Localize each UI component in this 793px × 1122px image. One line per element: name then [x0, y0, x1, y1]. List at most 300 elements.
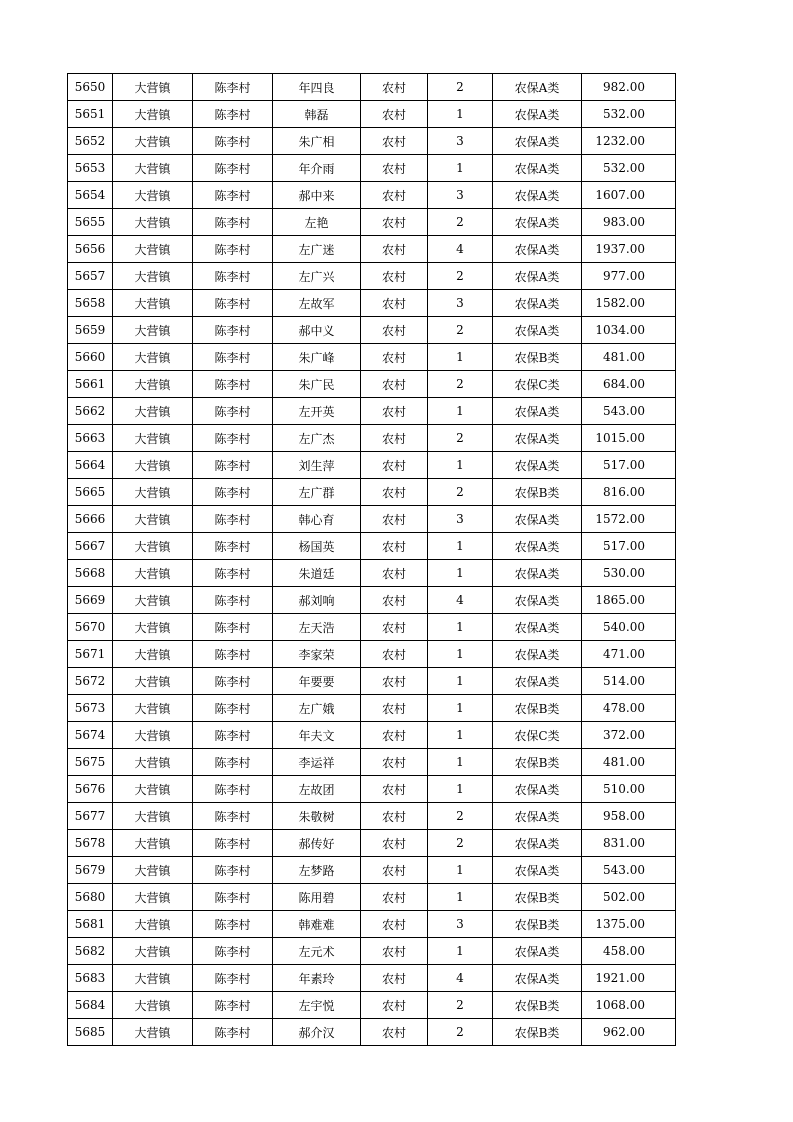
table-row	[68, 587, 676, 614]
row-number: 5679	[68, 857, 113, 884]
table-row	[68, 479, 676, 506]
count-cell: 1	[428, 344, 493, 371]
village-cell: 陈李村	[193, 641, 273, 668]
row-number: 5664	[68, 452, 113, 479]
table-row	[68, 452, 676, 479]
village-cell: 陈李村	[193, 101, 273, 128]
town-cell: 大营镇	[113, 506, 193, 533]
type-cell: 农村	[361, 1019, 428, 1046]
count-cell: 3	[428, 911, 493, 938]
type-cell: 农村	[361, 209, 428, 236]
town-cell: 大营镇	[113, 911, 193, 938]
count-cell: 1	[428, 749, 493, 776]
village-cell: 陈李村	[193, 830, 273, 857]
count-cell: 2	[428, 317, 493, 344]
row-number: 5656	[68, 236, 113, 263]
amount-cell: 1034.00	[582, 317, 676, 344]
village-cell: 陈李村	[193, 695, 273, 722]
row-number: 5683	[68, 965, 113, 992]
town-cell: 大营镇	[113, 695, 193, 722]
table-row	[68, 884, 676, 911]
count-cell: 2	[428, 425, 493, 452]
category-cell: 农保B类	[493, 695, 582, 722]
name-cell: 郝中义	[273, 317, 361, 344]
table-row	[68, 182, 676, 209]
village-cell: 陈李村	[193, 884, 273, 911]
type-cell: 农村	[361, 128, 428, 155]
name-cell: 朱广相	[273, 128, 361, 155]
amount-cell: 977.00	[582, 263, 676, 290]
row-number: 5671	[68, 641, 113, 668]
town-cell: 大营镇	[113, 938, 193, 965]
village-cell: 陈李村	[193, 668, 273, 695]
row-number: 5672	[68, 668, 113, 695]
village-cell: 陈李村	[193, 371, 273, 398]
name-cell: 左艳	[273, 209, 361, 236]
name-cell: 年四良	[273, 74, 361, 101]
count-cell: 1	[428, 722, 493, 749]
village-cell: 陈李村	[193, 479, 273, 506]
row-number: 5666	[68, 506, 113, 533]
village-cell: 陈李村	[193, 182, 273, 209]
name-cell: 左开英	[273, 398, 361, 425]
village-cell: 陈李村	[193, 317, 273, 344]
row-number: 5677	[68, 803, 113, 830]
village-cell: 陈李村	[193, 236, 273, 263]
name-cell: 左广杰	[273, 425, 361, 452]
row-number: 5673	[68, 695, 113, 722]
name-cell: 左故军	[273, 290, 361, 317]
amount-cell: 958.00	[582, 803, 676, 830]
category-cell: 农保A类	[493, 668, 582, 695]
town-cell: 大营镇	[113, 182, 193, 209]
row-number: 5662	[68, 398, 113, 425]
type-cell: 农村	[361, 263, 428, 290]
name-cell: 朱广民	[273, 371, 361, 398]
type-cell: 农村	[361, 533, 428, 560]
category-cell: 农保A类	[493, 290, 582, 317]
village-cell: 陈李村	[193, 965, 273, 992]
table-row	[68, 236, 676, 263]
town-cell: 大营镇	[113, 1019, 193, 1046]
town-cell: 大营镇	[113, 776, 193, 803]
amount-cell: 502.00	[582, 884, 676, 911]
table-row	[68, 641, 676, 668]
count-cell: 2	[428, 209, 493, 236]
town-cell: 大营镇	[113, 479, 193, 506]
subsidy-table	[67, 73, 676, 1046]
town-cell: 大营镇	[113, 722, 193, 749]
count-cell: 1	[428, 101, 493, 128]
row-number: 5661	[68, 371, 113, 398]
village-cell: 陈李村	[193, 938, 273, 965]
table-row	[68, 263, 676, 290]
table-row	[68, 209, 676, 236]
town-cell: 大营镇	[113, 614, 193, 641]
count-cell: 2	[428, 371, 493, 398]
amount-cell: 481.00	[582, 344, 676, 371]
village-cell: 陈李村	[193, 506, 273, 533]
document-page	[67, 73, 676, 1046]
amount-cell: 540.00	[582, 614, 676, 641]
type-cell: 农村	[361, 965, 428, 992]
row-number: 5660	[68, 344, 113, 371]
count-cell: 2	[428, 803, 493, 830]
town-cell: 大营镇	[113, 884, 193, 911]
amount-cell: 532.00	[582, 101, 676, 128]
category-cell: 农保B类	[493, 992, 582, 1019]
category-cell: 农保A类	[493, 938, 582, 965]
village-cell: 陈李村	[193, 263, 273, 290]
category-cell: 农保B类	[493, 749, 582, 776]
table-row	[68, 695, 676, 722]
town-cell: 大营镇	[113, 74, 193, 101]
type-cell: 农村	[361, 290, 428, 317]
town-cell: 大营镇	[113, 290, 193, 317]
table-row	[68, 101, 676, 128]
name-cell: 韩磊	[273, 101, 361, 128]
name-cell: 郝介汉	[273, 1019, 361, 1046]
row-number: 5663	[68, 425, 113, 452]
amount-cell: 1572.00	[582, 506, 676, 533]
table-row	[68, 128, 676, 155]
table-row	[68, 776, 676, 803]
name-cell: 刘生萍	[273, 452, 361, 479]
village-cell: 陈李村	[193, 560, 273, 587]
amount-cell: 1375.00	[582, 911, 676, 938]
row-number: 5655	[68, 209, 113, 236]
table-row	[68, 425, 676, 452]
category-cell: 农保A类	[493, 587, 582, 614]
town-cell: 大营镇	[113, 236, 193, 263]
name-cell: 杨国英	[273, 533, 361, 560]
type-cell: 农村	[361, 155, 428, 182]
type-cell: 农村	[361, 722, 428, 749]
table-row	[68, 830, 676, 857]
category-cell: 农保A类	[493, 641, 582, 668]
village-cell: 陈李村	[193, 857, 273, 884]
village-cell: 陈李村	[193, 911, 273, 938]
name-cell: 年夫文	[273, 722, 361, 749]
type-cell: 农村	[361, 776, 428, 803]
type-cell: 农村	[361, 695, 428, 722]
name-cell: 左广群	[273, 479, 361, 506]
amount-cell: 517.00	[582, 533, 676, 560]
table-row	[68, 857, 676, 884]
village-cell: 陈李村	[193, 155, 273, 182]
town-cell: 大营镇	[113, 398, 193, 425]
village-cell: 陈李村	[193, 587, 273, 614]
row-number: 5685	[68, 1019, 113, 1046]
type-cell: 农村	[361, 182, 428, 209]
town-cell: 大营镇	[113, 101, 193, 128]
category-cell: 农保A类	[493, 614, 582, 641]
amount-cell: 1865.00	[582, 587, 676, 614]
town-cell: 大营镇	[113, 641, 193, 668]
category-cell: 农保A类	[493, 506, 582, 533]
row-number: 5669	[68, 587, 113, 614]
count-cell: 1	[428, 938, 493, 965]
table-row	[68, 938, 676, 965]
village-cell: 陈李村	[193, 74, 273, 101]
village-cell: 陈李村	[193, 290, 273, 317]
category-cell: 农保A类	[493, 209, 582, 236]
table-row	[68, 992, 676, 1019]
count-cell: 4	[428, 587, 493, 614]
category-cell: 农保A类	[493, 74, 582, 101]
category-cell: 农保A类	[493, 425, 582, 452]
category-cell: 农保A类	[493, 533, 582, 560]
village-cell: 陈李村	[193, 992, 273, 1019]
count-cell: 2	[428, 992, 493, 1019]
type-cell: 农村	[361, 641, 428, 668]
count-cell: 1	[428, 398, 493, 425]
count-cell: 1	[428, 452, 493, 479]
name-cell: 左广迷	[273, 236, 361, 263]
amount-cell: 982.00	[582, 74, 676, 101]
count-cell: 4	[428, 236, 493, 263]
type-cell: 农村	[361, 749, 428, 776]
category-cell: 农保A类	[493, 263, 582, 290]
type-cell: 农村	[361, 371, 428, 398]
amount-cell: 1937.00	[582, 236, 676, 263]
count-cell: 2	[428, 830, 493, 857]
amount-cell: 530.00	[582, 560, 676, 587]
village-cell: 陈李村	[193, 425, 273, 452]
type-cell: 农村	[361, 344, 428, 371]
village-cell: 陈李村	[193, 614, 273, 641]
type-cell: 农村	[361, 830, 428, 857]
name-cell: 郝刘响	[273, 587, 361, 614]
amount-cell: 1232.00	[582, 128, 676, 155]
type-cell: 农村	[361, 398, 428, 425]
name-cell: 李运祥	[273, 749, 361, 776]
amount-cell: 543.00	[582, 857, 676, 884]
village-cell: 陈李村	[193, 452, 273, 479]
village-cell: 陈李村	[193, 776, 273, 803]
count-cell: 2	[428, 1019, 493, 1046]
count-cell: 1	[428, 614, 493, 641]
name-cell: 左故团	[273, 776, 361, 803]
category-cell: 农保C类	[493, 722, 582, 749]
row-number: 5654	[68, 182, 113, 209]
type-cell: 农村	[361, 317, 428, 344]
type-cell: 农村	[361, 74, 428, 101]
table-row	[68, 911, 676, 938]
amount-cell: 471.00	[582, 641, 676, 668]
town-cell: 大营镇	[113, 425, 193, 452]
count-cell: 1	[428, 560, 493, 587]
row-number: 5682	[68, 938, 113, 965]
category-cell: 农保A类	[493, 155, 582, 182]
name-cell: 左元术	[273, 938, 361, 965]
category-cell: 农保A类	[493, 776, 582, 803]
type-cell: 农村	[361, 560, 428, 587]
village-cell: 陈李村	[193, 803, 273, 830]
row-number: 5650	[68, 74, 113, 101]
count-cell: 2	[428, 74, 493, 101]
category-cell: 农保A类	[493, 965, 582, 992]
category-cell: 农保C类	[493, 371, 582, 398]
name-cell: 朱敬树	[273, 803, 361, 830]
town-cell: 大营镇	[113, 803, 193, 830]
town-cell: 大营镇	[113, 560, 193, 587]
village-cell: 陈李村	[193, 128, 273, 155]
type-cell: 农村	[361, 938, 428, 965]
type-cell: 农村	[361, 614, 428, 641]
amount-cell: 543.00	[582, 398, 676, 425]
row-number: 5653	[68, 155, 113, 182]
count-cell: 3	[428, 290, 493, 317]
amount-cell: 372.00	[582, 722, 676, 749]
category-cell: 农保B类	[493, 884, 582, 911]
type-cell: 农村	[361, 101, 428, 128]
town-cell: 大营镇	[113, 317, 193, 344]
amount-cell: 1582.00	[582, 290, 676, 317]
category-cell: 农保A类	[493, 101, 582, 128]
name-cell: 朱广峰	[273, 344, 361, 371]
row-number: 5665	[68, 479, 113, 506]
town-cell: 大营镇	[113, 344, 193, 371]
table-row	[68, 74, 676, 101]
row-number: 5678	[68, 830, 113, 857]
count-cell: 1	[428, 776, 493, 803]
town-cell: 大营镇	[113, 668, 193, 695]
amount-cell: 514.00	[582, 668, 676, 695]
name-cell: 韩难难	[273, 911, 361, 938]
village-cell: 陈李村	[193, 749, 273, 776]
row-number: 5658	[68, 290, 113, 317]
table-row	[68, 371, 676, 398]
table-row	[68, 398, 676, 425]
name-cell: 左广娥	[273, 695, 361, 722]
row-number: 5670	[68, 614, 113, 641]
town-cell: 大营镇	[113, 155, 193, 182]
amount-cell: 1068.00	[582, 992, 676, 1019]
type-cell: 农村	[361, 506, 428, 533]
type-cell: 农村	[361, 668, 428, 695]
village-cell: 陈李村	[193, 209, 273, 236]
category-cell: 农保A类	[493, 560, 582, 587]
town-cell: 大营镇	[113, 452, 193, 479]
category-cell: 农保B类	[493, 1019, 582, 1046]
row-number: 5651	[68, 101, 113, 128]
table-row	[68, 560, 676, 587]
category-cell: 农保A类	[493, 857, 582, 884]
town-cell: 大营镇	[113, 128, 193, 155]
row-number: 5659	[68, 317, 113, 344]
table-row	[68, 533, 676, 560]
town-cell: 大营镇	[113, 857, 193, 884]
village-cell: 陈李村	[193, 344, 273, 371]
name-cell: 郝传好	[273, 830, 361, 857]
count-cell: 1	[428, 533, 493, 560]
amount-cell: 517.00	[582, 452, 676, 479]
town-cell: 大营镇	[113, 749, 193, 776]
amount-cell: 481.00	[582, 749, 676, 776]
village-cell: 陈李村	[193, 398, 273, 425]
name-cell: 左宇悦	[273, 992, 361, 1019]
town-cell: 大营镇	[113, 209, 193, 236]
town-cell: 大营镇	[113, 992, 193, 1019]
name-cell: 年介雨	[273, 155, 361, 182]
town-cell: 大营镇	[113, 587, 193, 614]
count-cell: 2	[428, 263, 493, 290]
row-number: 5668	[68, 560, 113, 587]
village-cell: 陈李村	[193, 722, 273, 749]
table-row	[68, 803, 676, 830]
town-cell: 大营镇	[113, 263, 193, 290]
amount-cell: 684.00	[582, 371, 676, 398]
count-cell: 1	[428, 641, 493, 668]
name-cell: 左广兴	[273, 263, 361, 290]
category-cell: 农保B类	[493, 479, 582, 506]
amount-cell: 1015.00	[582, 425, 676, 452]
type-cell: 农村	[361, 911, 428, 938]
name-cell: 陈用碧	[273, 884, 361, 911]
amount-cell: 510.00	[582, 776, 676, 803]
category-cell: 农保A类	[493, 182, 582, 209]
table-row	[68, 344, 676, 371]
row-number: 5676	[68, 776, 113, 803]
village-cell: 陈李村	[193, 533, 273, 560]
amount-cell: 831.00	[582, 830, 676, 857]
name-cell: 李家荣	[273, 641, 361, 668]
count-cell: 1	[428, 884, 493, 911]
table-row	[68, 965, 676, 992]
table-row	[68, 722, 676, 749]
amount-cell: 816.00	[582, 479, 676, 506]
type-cell: 农村	[361, 587, 428, 614]
row-number: 5681	[68, 911, 113, 938]
table-row	[68, 1019, 676, 1046]
row-number: 5680	[68, 884, 113, 911]
category-cell: 农保A类	[493, 398, 582, 425]
name-cell: 左梦路	[273, 857, 361, 884]
category-cell: 农保A类	[493, 128, 582, 155]
table-row	[68, 614, 676, 641]
amount-cell: 458.00	[582, 938, 676, 965]
count-cell: 4	[428, 965, 493, 992]
town-cell: 大营镇	[113, 965, 193, 992]
amount-cell: 478.00	[582, 695, 676, 722]
name-cell: 朱道廷	[273, 560, 361, 587]
count-cell: 2	[428, 479, 493, 506]
type-cell: 农村	[361, 236, 428, 263]
count-cell: 3	[428, 128, 493, 155]
category-cell: 农保B类	[493, 344, 582, 371]
amount-cell: 1607.00	[582, 182, 676, 209]
category-cell: 农保A类	[493, 236, 582, 263]
table-row	[68, 749, 676, 776]
row-number: 5667	[68, 533, 113, 560]
type-cell: 农村	[361, 857, 428, 884]
amount-cell: 983.00	[582, 209, 676, 236]
count-cell: 1	[428, 155, 493, 182]
type-cell: 农村	[361, 992, 428, 1019]
type-cell: 农村	[361, 884, 428, 911]
count-cell: 3	[428, 182, 493, 209]
amount-cell: 962.00	[582, 1019, 676, 1046]
category-cell: 农保B类	[493, 911, 582, 938]
name-cell: 年要要	[273, 668, 361, 695]
name-cell: 郝中来	[273, 182, 361, 209]
category-cell: 农保A类	[493, 452, 582, 479]
count-cell: 3	[428, 506, 493, 533]
amount-cell: 532.00	[582, 155, 676, 182]
town-cell: 大营镇	[113, 830, 193, 857]
name-cell: 左天浩	[273, 614, 361, 641]
